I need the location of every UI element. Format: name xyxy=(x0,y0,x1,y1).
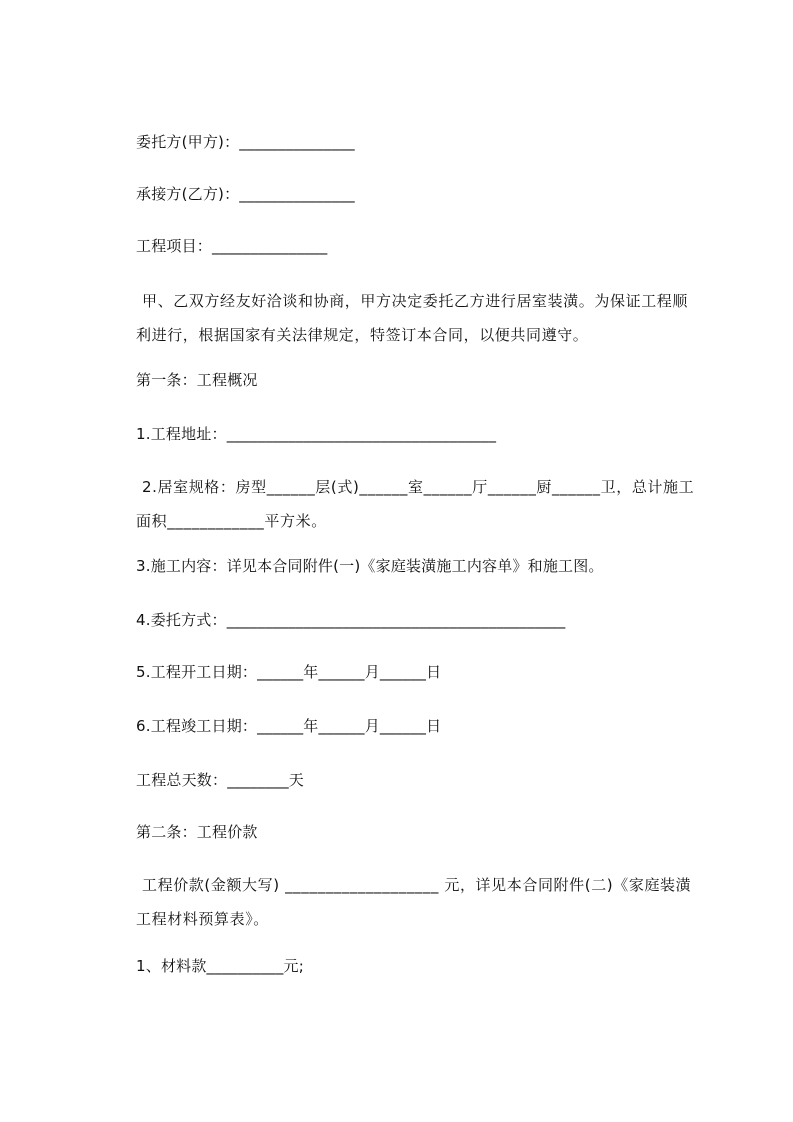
article-2-heading: 第二条：工程价款 xyxy=(136,823,258,841)
start-date-line: 5.工程开工日期：______年______月______日 xyxy=(136,663,442,681)
price-paragraph: 工程价款(金额大写) ___________________ 元，详见本合同附件(二)《家庭装潢工程材料预算表》。 xyxy=(136,876,692,928)
address-field-line: 1.工程地址：___________________________________ xyxy=(136,425,497,443)
material-cost-line: 1、材料款__________元; xyxy=(136,957,304,975)
contractor-field-line: 承接方(乙方)：_______________ xyxy=(136,185,355,203)
total-days-line: 工程总天数：________天 xyxy=(136,771,305,789)
commission-method-line: 4.委托方式：____________________________________________ xyxy=(136,611,566,629)
client-field-line: 委托方(甲方)：_______________ xyxy=(136,133,355,151)
completion-date-line: 6.工程竣工日期：______年______月______日 xyxy=(136,717,442,735)
intro-paragraph: 甲、乙双方经友好洽谈和协商，甲方决定委托乙方进行居室装潢。为保证工程顺利进行，根据国家有关法律规定，特签订本合同，以便共同遵守。 xyxy=(136,292,689,344)
room-spec-paragraph: 2.居室规格：房型______层(式)______室______厅______厨______卫，总计施工面积____________平方米。 xyxy=(136,478,695,530)
article-1-heading: 第一条：工程概况 xyxy=(136,371,258,389)
work-content-line: 3.施工内容：详见本合同附件(一)《家庭装潢施工内容单》和施工图。 xyxy=(136,557,604,575)
project-field-line: 工程项目：_______________ xyxy=(136,237,328,255)
